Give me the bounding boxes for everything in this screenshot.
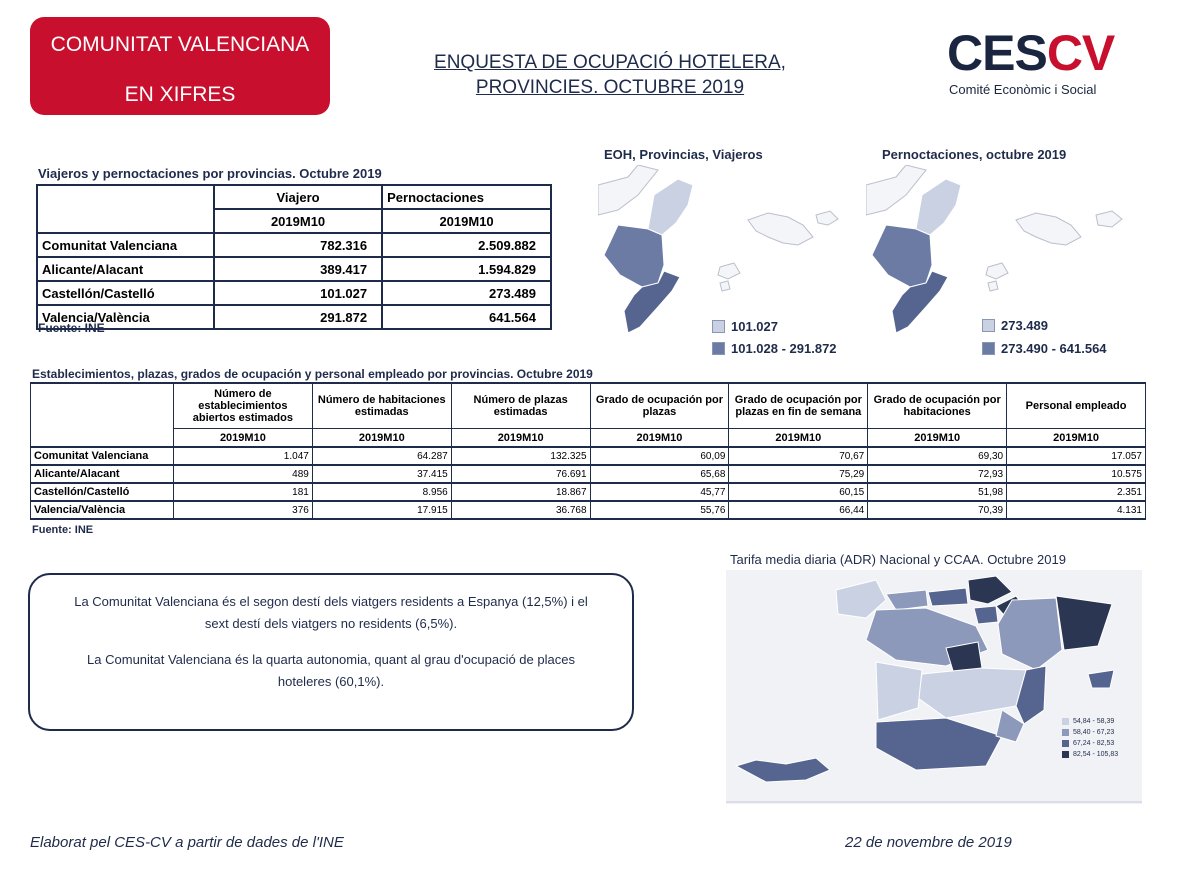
map1-legend-1 bbox=[712, 319, 778, 334]
establecimientos-table bbox=[30, 382, 1146, 520]
map3-legend-2 bbox=[1062, 729, 1114, 736]
row-label: Valencia/València bbox=[37, 305, 214, 329]
note-line: sext destí dels viatgers no residents (6,5%). bbox=[204, 616, 458, 631]
table-cell: 70,39 bbox=[868, 501, 1007, 519]
viajeros-table bbox=[36, 184, 552, 330]
table-cell: 64.287 bbox=[312, 447, 451, 465]
cell-pernoct: 2.509.882 bbox=[382, 233, 551, 257]
table-cell: 76.691 bbox=[451, 465, 590, 483]
table-cell: 60,15 bbox=[729, 483, 868, 501]
summary-note bbox=[28, 573, 634, 731]
table2-period: 2019M10 bbox=[868, 429, 1007, 448]
table-cell: 10.575 bbox=[1007, 465, 1146, 483]
map2-neighbor-north bbox=[866, 165, 926, 215]
table-cell: 60,09 bbox=[590, 447, 729, 465]
table2-header: Grado de ocupación por habitaciones bbox=[868, 383, 1007, 429]
table2-period: 2019M10 bbox=[312, 429, 451, 448]
table-row bbox=[37, 257, 551, 281]
note-line: La Comunitat Valenciana és el segon destí dels viatgers residents a Espanya (12,5%) i el bbox=[74, 594, 588, 609]
map2-island-formentera bbox=[988, 281, 998, 291]
map1-neighbor-north bbox=[598, 165, 658, 215]
footer-date: 22 de novembre de 2019 bbox=[845, 834, 1012, 851]
map3-title: Tarifa media diaria (ADR) Nacional y CCAA. Octubre 2019 bbox=[730, 552, 1066, 567]
cescv-logo bbox=[947, 25, 1117, 100]
table-cell: 17.057 bbox=[1007, 447, 1146, 465]
table-cell: 17.915 bbox=[312, 501, 451, 519]
map2-valencia bbox=[872, 225, 932, 287]
row-label: Alicante/Alacant bbox=[31, 465, 174, 483]
map1-legend-swatch bbox=[712, 320, 725, 333]
table-row bbox=[31, 465, 1146, 483]
cell-viajero: 389.417 bbox=[214, 257, 382, 281]
table2-header: Grado de ocupación por plazas bbox=[590, 383, 729, 429]
logo-cv: CV bbox=[1046, 25, 1115, 81]
table-cell: 2.351 bbox=[1007, 483, 1146, 501]
table2-source: Fuente: INE bbox=[32, 524, 94, 536]
map2-legend-swatch bbox=[982, 319, 995, 332]
map3-adr-spain bbox=[726, 570, 1142, 804]
map3-legend-3 bbox=[1062, 740, 1114, 747]
map1-legend-swatch bbox=[712, 342, 725, 355]
map1-legend-2 bbox=[712, 341, 837, 356]
header-badge bbox=[30, 17, 330, 115]
map2-legend-swatch bbox=[982, 342, 995, 355]
table2-period: 2019M10 bbox=[590, 429, 729, 448]
table-row bbox=[37, 233, 551, 257]
map2-legend-1 bbox=[982, 318, 1048, 333]
table1-source: Fuente: INE bbox=[38, 321, 105, 335]
table2-header: Número de establecimientos abiertos estimados bbox=[173, 383, 312, 429]
table2-period: 2019M10 bbox=[173, 429, 312, 448]
row-label: Valencia/València bbox=[31, 501, 174, 519]
table-cell: 55,76 bbox=[590, 501, 729, 519]
table-cell: 70,67 bbox=[729, 447, 868, 465]
table-row bbox=[31, 483, 1146, 501]
row-label: Alicante/Alacant bbox=[37, 257, 214, 281]
map2-island-ibiza bbox=[986, 263, 1008, 279]
cell-pernoct: 273.489 bbox=[382, 281, 551, 305]
cell-pernoct: 1.594.829 bbox=[382, 257, 551, 281]
table2-period: 2019M10 bbox=[451, 429, 590, 448]
table-row bbox=[31, 501, 1146, 519]
note-paragraph-2 bbox=[30, 649, 632, 693]
map3-legend-label: 54,84 - 58,39 bbox=[1073, 718, 1115, 725]
table-row bbox=[31, 447, 1146, 465]
table1-col-pernoct: Pernoctaciones bbox=[382, 185, 551, 209]
badge-line-2: EN XIFRES bbox=[124, 83, 236, 106]
map2-castellon bbox=[916, 179, 961, 235]
table-cell: 75,29 bbox=[729, 465, 868, 483]
cell-pernoct: 641.564 bbox=[382, 305, 551, 329]
table2-header: Grado de ocupación por plazas en fin de semana bbox=[729, 383, 868, 429]
table-cell: 18.867 bbox=[451, 483, 590, 501]
table2-period: 2019M10 bbox=[729, 429, 868, 448]
logo-subtitle: Comité Econòmic i Social bbox=[949, 82, 1097, 97]
table-cell: 1.047 bbox=[173, 447, 312, 465]
logo-ces: CES bbox=[947, 25, 1047, 81]
map1-island-mallorca bbox=[748, 213, 813, 245]
map1-legend-label: 101.027 bbox=[731, 319, 778, 334]
row-label: Comunitat Valenciana bbox=[37, 233, 214, 257]
table-cell: 65,68 bbox=[590, 465, 729, 483]
table-row bbox=[37, 281, 551, 305]
map1-valencia bbox=[604, 225, 664, 287]
map2-island-menorca bbox=[1096, 211, 1122, 227]
table2-header: Número de habitaciones estimadas bbox=[312, 383, 451, 429]
note-paragraph-1 bbox=[30, 591, 632, 635]
map1-island-ibiza bbox=[718, 263, 740, 279]
map1-title: EOH, Provincias, Viajeros bbox=[604, 147, 763, 162]
cell-viajero: 291.872 bbox=[214, 305, 382, 329]
map3-legend-label: 58,40 - 67,23 bbox=[1073, 729, 1115, 736]
map3-la-rioja bbox=[974, 606, 998, 624]
cell-viajero: 782.316 bbox=[214, 233, 382, 257]
row-label: Castellón/Castelló bbox=[31, 483, 174, 501]
table-cell: 45,77 bbox=[590, 483, 729, 501]
table-cell: 51,98 bbox=[868, 483, 1007, 501]
table-cell: 132.325 bbox=[451, 447, 590, 465]
map3-legend-1 bbox=[1062, 718, 1114, 725]
table-cell: 8.956 bbox=[312, 483, 451, 501]
table-cell: 489 bbox=[173, 465, 312, 483]
table-cell: 36.768 bbox=[451, 501, 590, 519]
map1-legend-label: 101.028 - 291.872 bbox=[731, 341, 837, 356]
map3-legend-swatch bbox=[1062, 718, 1069, 725]
title-line-2: PROVINCIES. OCTUBRE 2019 bbox=[475, 77, 745, 98]
map3-legend-label: 67,24 - 82,53 bbox=[1073, 740, 1115, 747]
document-title bbox=[380, 50, 840, 100]
table-cell: 4.131 bbox=[1007, 501, 1146, 519]
map3-legend-swatch bbox=[1062, 729, 1069, 736]
badge-line-1: COMUNITAT VALENCIANA bbox=[50, 33, 310, 56]
map2-legend-2 bbox=[982, 341, 1107, 356]
table-cell: 72,93 bbox=[868, 465, 1007, 483]
table2-caption: Establecimientos, plazas, grados de ocupación y personal empleado por provincias. Octubre 2019 bbox=[32, 367, 593, 381]
map3-legend-swatch bbox=[1062, 751, 1069, 758]
table1-caption: Viajeros y pernoctaciones por provincias. Octubre 2019 bbox=[38, 166, 382, 181]
table-row bbox=[37, 305, 551, 329]
map1-island-menorca bbox=[816, 211, 838, 225]
title-line-1: ENQUESTA DE OCUPACIÓ HOTELERA, bbox=[434, 52, 786, 73]
table-cell: 37.415 bbox=[312, 465, 451, 483]
table2-header: Personal empleado bbox=[1007, 383, 1146, 429]
map2-legend-label: 273.489 bbox=[1001, 318, 1048, 333]
map1-island-formentera bbox=[720, 281, 730, 291]
map3-legend-swatch bbox=[1062, 740, 1069, 747]
table-cell: 66,44 bbox=[729, 501, 868, 519]
map2-legend-label: 273.490 - 641.564 bbox=[1001, 341, 1107, 356]
table1-corner bbox=[37, 185, 214, 233]
table2-corner bbox=[31, 383, 174, 447]
table1-period-1: 2019M10 bbox=[214, 209, 382, 233]
note-line: La Comunitat Valenciana és la quarta autonomia, quant al grau d'ocupació de places bbox=[87, 652, 575, 667]
table2-header: Número de plazas estimadas bbox=[451, 383, 590, 429]
note-line: hoteleres (60,1%). bbox=[277, 674, 385, 689]
table2-period: 2019M10 bbox=[1007, 429, 1146, 448]
table1-period-2: 2019M10 bbox=[382, 209, 551, 233]
footer-credit: Elaborat pel CES-CV a partir de dades de l'INE bbox=[30, 834, 344, 851]
row-label: Comunitat Valenciana bbox=[31, 447, 174, 465]
table-cell: 181 bbox=[173, 483, 312, 501]
map2-island-mallorca bbox=[1016, 213, 1081, 245]
map2-title: Pernoctaciones, octubre 2019 bbox=[882, 147, 1067, 162]
map3-legend-4 bbox=[1062, 751, 1118, 758]
cell-viajero: 101.027 bbox=[214, 281, 382, 305]
table-cell: 69,30 bbox=[868, 447, 1007, 465]
table1-col-viajero: Viajero bbox=[214, 185, 382, 209]
map1-castellon bbox=[648, 179, 693, 235]
map3-legend-label: 82,54 - 105,83 bbox=[1073, 751, 1119, 758]
row-label: Castellón/Castelló bbox=[37, 281, 214, 305]
table-cell: 376 bbox=[173, 501, 312, 519]
